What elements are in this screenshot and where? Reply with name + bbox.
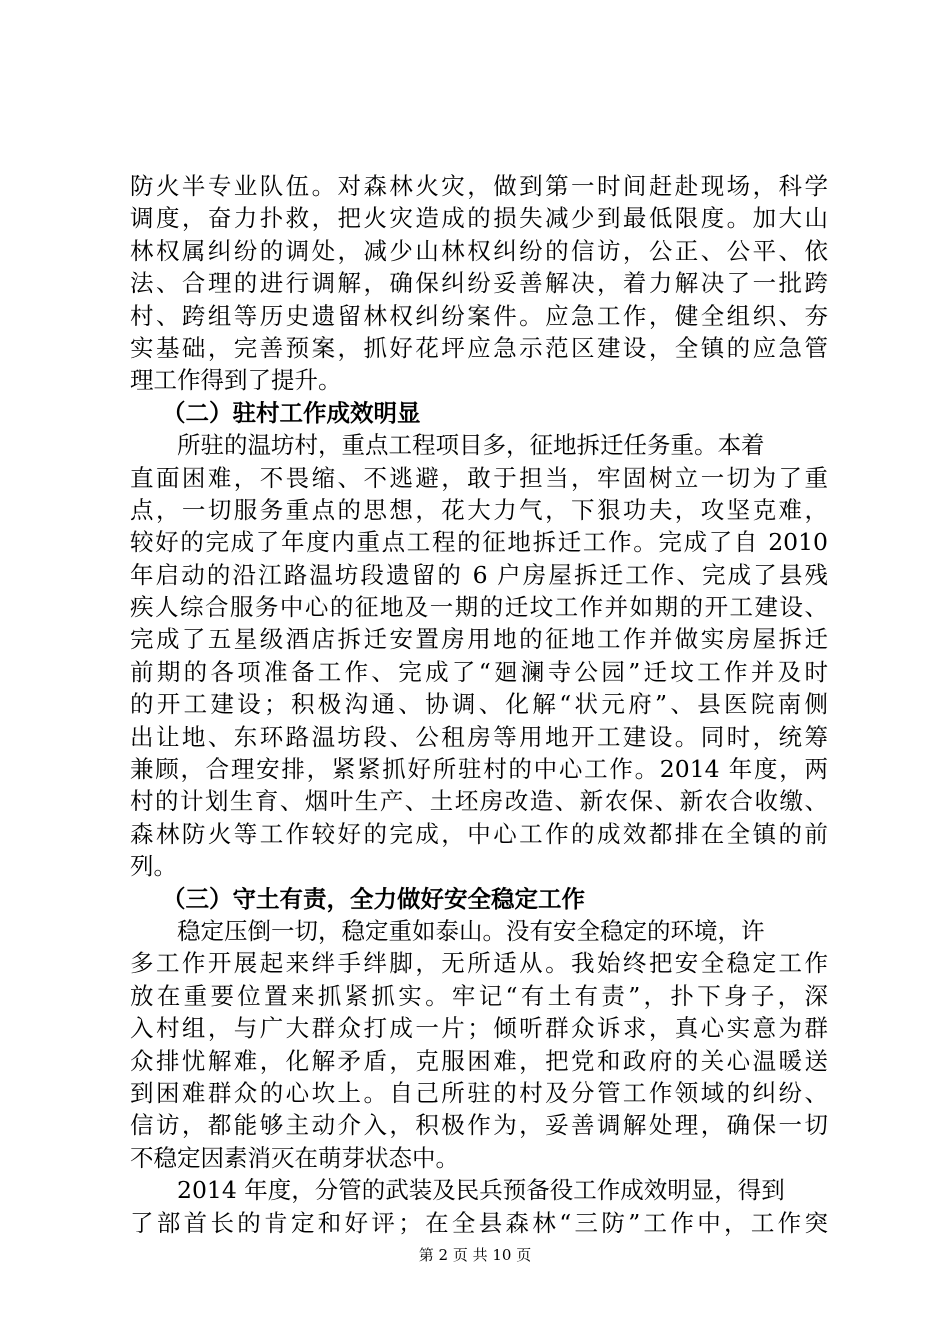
text-line: 理工作得到了提升。 xyxy=(130,366,342,395)
text-line: 疾人综合服务中心的征地及一期的迁坟工作并如期的开工建设、 xyxy=(130,593,828,622)
text-line: 直面困难，不畏缩、不逃避，敢于担当，牢固树立一切为了重 xyxy=(130,463,828,492)
document-body xyxy=(130,170,828,1239)
text-line: 法、合理的进行调解，确保纠纷妥善解决，着力解决了一批跨 xyxy=(130,269,828,298)
text-line: 较好的完成了年度内重点工程的征地拆迁工作。完成了自 2010 xyxy=(130,528,828,557)
text-line: 调度，奋力扑救，把火灾造成的损失减少到最低限度。加大山 xyxy=(130,204,828,233)
text-line: 林权属纠纷的调处，减少山林权纠纷的信访，公正、公平、依 xyxy=(130,236,828,265)
text-line: 入村组，与广大群众打成一片；倾听群众诉求，真心实意为群 xyxy=(130,1014,828,1043)
text-line: 2014 年度，分管的武装及民兵预备役工作成效明显，得到 xyxy=(177,1176,785,1205)
text-line: 完成了五星级酒店拆迁安置房用地的征地工作并做实房屋拆迁 xyxy=(130,625,828,654)
text-line: 出让地、东环路温坊段、公租房等用地开工建设。同时，统筹 xyxy=(130,722,828,751)
text-line: 到困难群众的心坎上。自己所驻的村及分管工作领域的纠纷、 xyxy=(130,1078,828,1107)
text-line: 前期的各项准备工作、完成了“廻澜寺公园”迁坟工作并及时 xyxy=(130,657,828,686)
text-line: 兼顾，合理安排，紧紧抓好所驻村的中心工作。2014 年度，两 xyxy=(130,755,828,784)
text-line: 点，一切服务重点的思想，花大力气，下狠功夫，攻坚克难， xyxy=(130,495,828,524)
text-line: 众排忧解难，化解矛盾，克服困难，把党和政府的关心温暖送 xyxy=(130,1046,828,1075)
section-heading: （三）守土有责，全力做好安全稳定工作 xyxy=(162,884,585,913)
text-line: 森林防火等工作较好的完成，中心工作的成效都排在全镇的前 xyxy=(130,819,828,848)
text-line: 了部首长的肯定和好评；在全县森林“三防”工作中，工作突 xyxy=(130,1208,828,1237)
text-line: 列。 xyxy=(130,852,177,881)
text-line: 实基础，完善预案，抓好花坪应急示范区建设，全镇的应急管 xyxy=(130,333,828,362)
text-line: 信访，都能够主动介入，积极作为，妥善调解处理，确保一切 xyxy=(130,1111,828,1140)
text-line: 村的计划生育、烟叶生产、土坯房改造、新农保、新农合收缴、 xyxy=(130,787,828,816)
text-line: 的开工建设；积极沟通、协调、化解“状元府”、县医院南侧 xyxy=(130,690,828,719)
text-line: 稳定压倒一切，稳定重如泰山。没有安全稳定的环境，许 xyxy=(177,916,765,945)
text-line: 不稳定因素消灭在萌芽状态中。 xyxy=(130,1143,459,1172)
page-number-footer: 第 2 页 共 10 页 xyxy=(418,1246,532,1264)
text-line: 年启动的沿江路温坊段遗留的 6 户房屋拆迁工作、完成了县残 xyxy=(130,560,828,589)
section-heading: （二）驻村工作成效明显 xyxy=(162,398,421,427)
text-line: 放在重要位置来抓紧抓实。牢记“有土有责”，扑下身子，深 xyxy=(130,981,828,1010)
text-line: 防火半专业队伍。对森林火灾，做到第一时间赶赴现场，科学 xyxy=(130,172,828,200)
text-line: 村、跨组等历史遗留林权纠纷案件。应急工作，健全组织、夯 xyxy=(130,301,828,330)
text-line: 多工作开展起来绊手绊脚，无所适从。我始终把安全稳定工作 xyxy=(130,949,828,978)
text-line: 所驻的温坊村，重点工程项目多，征地拆迁任务重。本着 xyxy=(177,431,765,460)
